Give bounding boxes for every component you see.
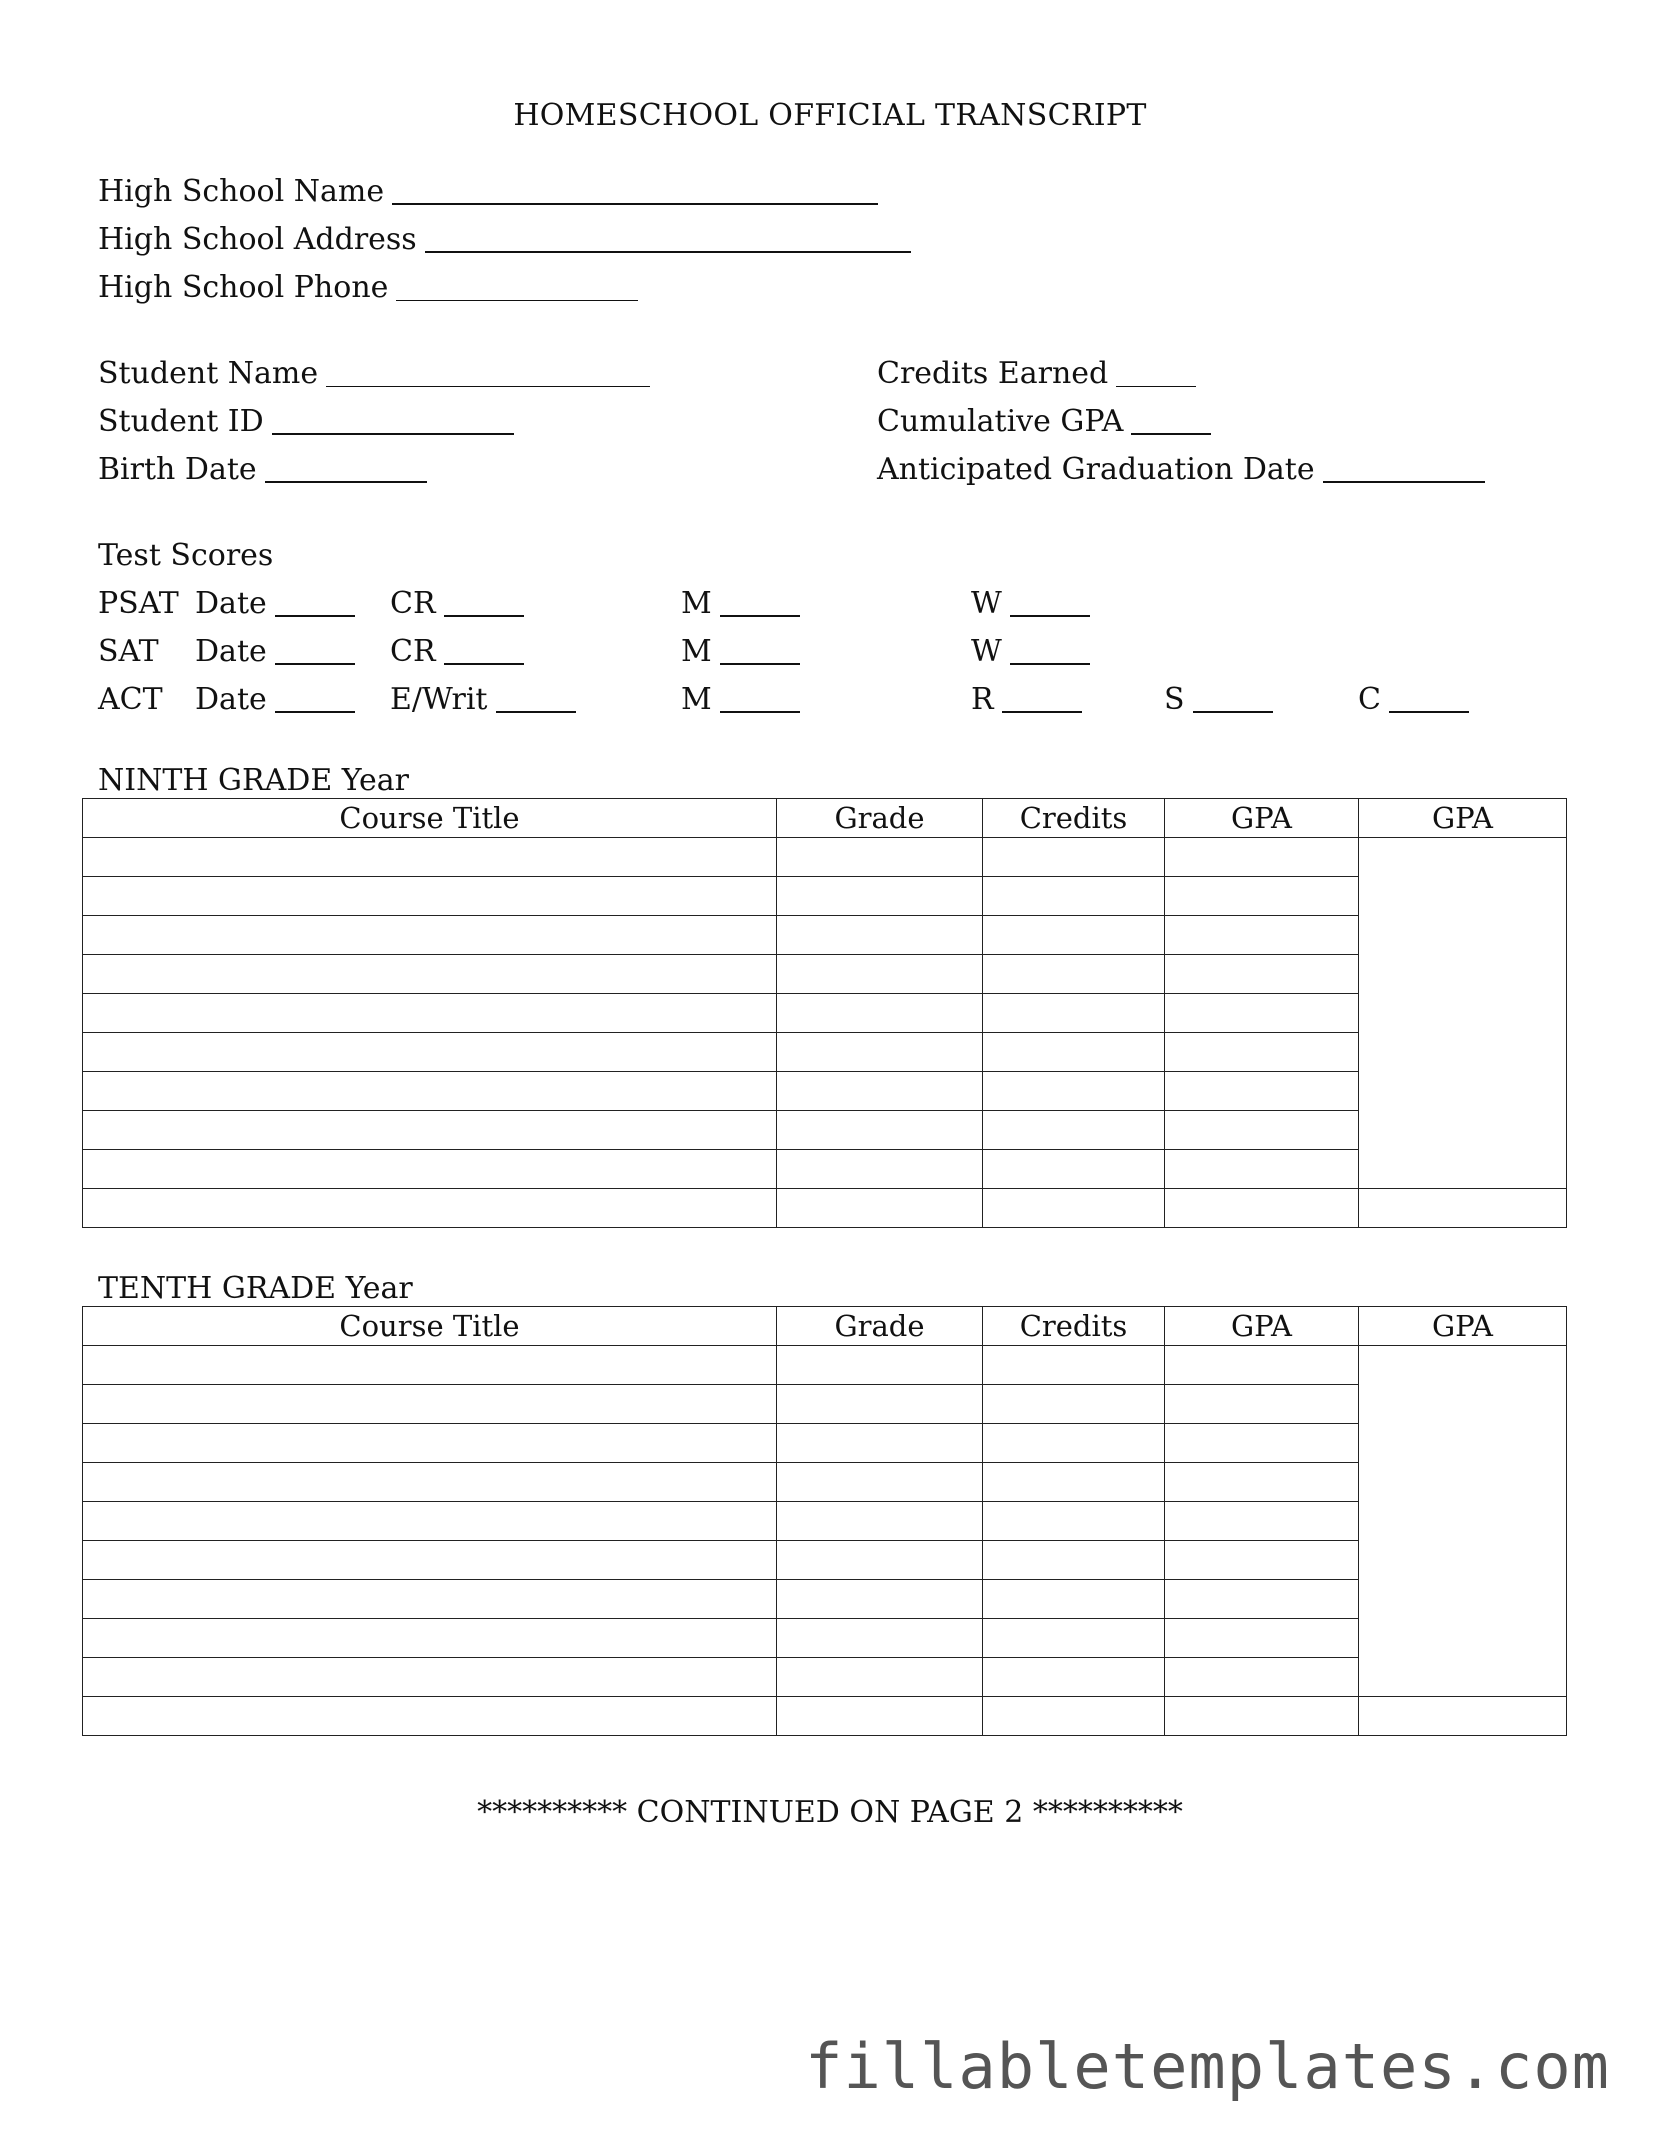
credits-earned-field	[877, 354, 1196, 394]
course-cell[interactable]	[83, 994, 777, 1033]
credits-cell[interactable]	[983, 1463, 1165, 1502]
gpa-cell[interactable]	[1165, 1346, 1359, 1385]
grade-cell[interactable]	[777, 1619, 983, 1658]
act-r-label: R	[971, 682, 994, 717]
table-row	[83, 955, 1567, 994]
act-date-label: Date	[195, 682, 267, 717]
table-row	[83, 1541, 1567, 1580]
student-name-label: Student Name	[98, 356, 319, 391]
sat-cr-label: CR	[390, 634, 436, 669]
course-cell[interactable]	[83, 1189, 777, 1228]
credits-cell[interactable]	[983, 838, 1165, 877]
table-row	[83, 838, 1567, 877]
school-address-label: High School Address	[98, 222, 417, 257]
course-cell[interactable]	[83, 1502, 777, 1541]
act-c-input[interactable]	[1389, 681, 1469, 713]
table-row	[83, 1072, 1567, 1111]
tenth-grade-table	[82, 1306, 1567, 1736]
sat-date-field	[195, 632, 355, 672]
graduation-date-field	[877, 450, 1485, 490]
student-id-input[interactable]	[272, 403, 514, 435]
grade-cell[interactable]	[777, 1541, 983, 1580]
grade-header: Grade	[777, 1307, 983, 1346]
act-r-field	[971, 680, 1082, 720]
credits-cell[interactable]	[983, 1111, 1165, 1150]
psat-m-field	[681, 584, 800, 624]
credits-cell[interactable]	[983, 1150, 1165, 1189]
school-phone-field	[98, 268, 638, 308]
act-label: ACT	[98, 682, 163, 717]
graduation-date-label: Anticipated Graduation Date	[877, 452, 1315, 487]
sat-cr-input[interactable]	[444, 633, 524, 665]
act-c-label: C	[1358, 682, 1381, 717]
course-cell[interactable]	[83, 1580, 777, 1619]
credits-cell[interactable]	[983, 1619, 1165, 1658]
course-cell[interactable]	[83, 1385, 777, 1424]
table-row	[83, 1424, 1567, 1463]
grade-cell[interactable]	[777, 1189, 983, 1228]
gpa-total-blank	[1359, 838, 1567, 1189]
table-row	[83, 1502, 1567, 1541]
student-id-label: Student ID	[98, 404, 264, 439]
course-cell[interactable]	[83, 1697, 777, 1736]
grade-cell[interactable]	[777, 1072, 983, 1111]
psat-cr-field	[390, 584, 524, 624]
act-s-field	[1164, 680, 1273, 720]
test-scores-heading: Test Scores	[98, 538, 274, 573]
psat-date-field	[195, 584, 355, 624]
school-address-input[interactable]	[425, 221, 911, 253]
credits-cell[interactable]	[983, 1502, 1165, 1541]
birth-date-field	[98, 450, 427, 490]
table-row	[83, 1150, 1567, 1189]
grade-cell[interactable]	[777, 1697, 983, 1736]
course-title-header: Course Title	[83, 799, 777, 838]
act-r-input[interactable]	[1002, 681, 1082, 713]
sat-m-input[interactable]	[720, 633, 800, 665]
grade-cell[interactable]	[777, 994, 983, 1033]
gpa-cell[interactable]	[1165, 955, 1359, 994]
sat-date-input[interactable]	[275, 633, 355, 665]
psat-label: PSAT	[98, 586, 179, 621]
act-m-field	[681, 680, 800, 720]
grade-cell[interactable]	[777, 1150, 983, 1189]
gpa-cell[interactable]	[1165, 1385, 1359, 1424]
sat-w-input[interactable]	[1010, 633, 1090, 665]
grade-cell[interactable]	[777, 1385, 983, 1424]
act-ewrit-field	[390, 680, 576, 720]
gpa-cell[interactable]	[1165, 916, 1359, 955]
course-cell[interactable]	[83, 1424, 777, 1463]
grade-cell[interactable]	[777, 1463, 983, 1502]
grade-cell[interactable]	[777, 838, 983, 877]
course-cell[interactable]	[83, 916, 777, 955]
cumulative-gpa-input[interactable]	[1131, 403, 1211, 435]
grade-cell[interactable]	[777, 1502, 983, 1541]
course-cell[interactable]	[83, 1619, 777, 1658]
credits-cell[interactable]	[983, 1033, 1165, 1072]
grade-cell[interactable]	[777, 1346, 983, 1385]
psat-w-label: W	[971, 586, 1002, 621]
gpa-cell[interactable]	[1165, 1463, 1359, 1502]
gpa-cell[interactable]	[1165, 1424, 1359, 1463]
psat-cr-label: CR	[390, 586, 436, 621]
credits-cell[interactable]	[983, 1697, 1165, 1736]
tenth-grade-heading: TENTH GRADE Year	[98, 1271, 413, 1306]
act-m-label: M	[681, 682, 712, 717]
grade-header: Grade	[777, 799, 983, 838]
student-name-input[interactable]	[326, 356, 650, 387]
sat-m-field	[681, 632, 800, 672]
course-cell[interactable]	[83, 1463, 777, 1502]
grade-cell[interactable]	[777, 1111, 983, 1150]
psat-cr-input[interactable]	[444, 585, 524, 617]
gpa-cell[interactable]	[1165, 1502, 1359, 1541]
credits-cell[interactable]	[983, 1189, 1165, 1228]
continued-notice: ********** CONTINUED ON PAGE 2 **********	[477, 1795, 1183, 1830]
gpa-cell[interactable]	[1165, 1658, 1359, 1697]
psat-m-input[interactable]	[720, 585, 800, 617]
credits-earned-label: Credits Earned	[877, 356, 1109, 391]
gpa-total-blank	[1359, 1346, 1567, 1697]
table-row	[83, 1111, 1567, 1150]
table-row	[83, 1463, 1567, 1502]
gpa-cell[interactable]	[1165, 994, 1359, 1033]
sat-date-label: Date	[195, 634, 267, 669]
grade-cell[interactable]	[777, 1424, 983, 1463]
credits-cell[interactable]	[983, 1541, 1165, 1580]
course-cell[interactable]	[83, 877, 777, 916]
cumulative-gpa-field	[877, 402, 1211, 442]
birth-date-input[interactable]	[265, 451, 427, 483]
table-row	[83, 1619, 1567, 1658]
act-c-field	[1358, 680, 1469, 720]
credits-cell[interactable]	[983, 916, 1165, 955]
table-row	[83, 1189, 1567, 1228]
ninth-grade-table	[82, 798, 1567, 1228]
table-row	[83, 1580, 1567, 1619]
gpa-total-cell[interactable]	[1359, 1189, 1567, 1228]
act-ewrit-input[interactable]	[496, 681, 576, 713]
gpa-total-header: GPA	[1359, 799, 1567, 838]
credits-header: Credits	[983, 799, 1165, 838]
psat-w-field	[971, 584, 1090, 624]
school-phone-label: High School Phone	[98, 270, 389, 305]
table-row	[83, 916, 1567, 955]
student-id-field	[98, 402, 514, 442]
cumulative-gpa-label: Cumulative GPA	[877, 404, 1124, 439]
gpa-total-header: GPA	[1359, 1307, 1567, 1346]
act-s-input[interactable]	[1193, 681, 1273, 713]
credits-cell[interactable]	[983, 1580, 1165, 1619]
school-phone-input[interactable]	[396, 270, 638, 301]
act-ewrit-label: E/Writ	[390, 682, 488, 717]
table-row	[83, 1658, 1567, 1697]
gpa-cell[interactable]	[1165, 877, 1359, 916]
act-s-label: S	[1164, 682, 1185, 717]
gpa-cell[interactable]	[1165, 1072, 1359, 1111]
credits-cell[interactable]	[983, 1658, 1165, 1697]
table-row	[83, 877, 1567, 916]
course-cell[interactable]	[83, 1150, 777, 1189]
grade-cell[interactable]	[777, 955, 983, 994]
course-cell[interactable]	[83, 1072, 777, 1111]
ninth-grade-heading: NINTH GRADE Year	[98, 763, 409, 798]
gpa-cell[interactable]	[1165, 1619, 1359, 1658]
course-cell[interactable]	[83, 1658, 777, 1697]
course-cell[interactable]	[83, 1033, 777, 1072]
sat-m-label: M	[681, 634, 712, 669]
course-title-header: Course Title	[83, 1307, 777, 1346]
psat-w-input[interactable]	[1010, 585, 1090, 617]
grade-cell[interactable]	[777, 1658, 983, 1697]
table-header-row	[83, 799, 1567, 838]
gpa-header: GPA	[1165, 1307, 1359, 1346]
gpa-cell[interactable]	[1165, 838, 1359, 877]
sat-w-label: W	[971, 634, 1002, 669]
table-row	[83, 1033, 1567, 1072]
grade-cell[interactable]	[777, 916, 983, 955]
psat-date-label: Date	[195, 586, 267, 621]
gpa-cell[interactable]	[1165, 1111, 1359, 1150]
credits-cell[interactable]	[983, 1072, 1165, 1111]
gpa-cell[interactable]	[1165, 1033, 1359, 1072]
table-row	[83, 1346, 1567, 1385]
psat-m-label: M	[681, 586, 712, 621]
grade-cell[interactable]	[777, 1580, 983, 1619]
credits-cell[interactable]	[983, 955, 1165, 994]
course-cell[interactable]	[83, 1111, 777, 1150]
table-row	[83, 994, 1567, 1033]
gpa-cell[interactable]	[1165, 1189, 1359, 1228]
grade-cell[interactable]	[777, 1033, 983, 1072]
credits-cell[interactable]	[983, 877, 1165, 916]
table-header-row	[83, 1307, 1567, 1346]
credits-earned-input[interactable]	[1116, 356, 1196, 387]
watermark: fillabletemplates.com	[805, 2030, 1610, 2103]
sat-label: SAT	[98, 634, 159, 669]
credits-cell[interactable]	[983, 1346, 1165, 1385]
grade-cell[interactable]	[777, 877, 983, 916]
table-row	[83, 1385, 1567, 1424]
table-row	[83, 1697, 1567, 1736]
student-name-field	[98, 354, 650, 394]
act-m-input[interactable]	[720, 681, 800, 713]
school-name-input[interactable]	[392, 173, 878, 205]
sat-cr-field	[390, 632, 524, 672]
school-address-field	[98, 220, 911, 260]
credits-cell[interactable]	[983, 994, 1165, 1033]
psat-date-input[interactable]	[275, 585, 355, 617]
birth-date-label: Birth Date	[98, 452, 257, 487]
course-cell[interactable]	[83, 838, 777, 877]
credits-header: Credits	[983, 1307, 1165, 1346]
school-name-field	[98, 172, 878, 212]
gpa-total-cell[interactable]	[1359, 1697, 1567, 1736]
school-name-label: High School Name	[98, 174, 385, 209]
gpa-cell[interactable]	[1165, 1580, 1359, 1619]
document-title: HOMESCHOOL OFFICIAL TRANSCRIPT	[513, 98, 1147, 133]
course-cell[interactable]	[83, 955, 777, 994]
gpa-cell[interactable]	[1165, 1541, 1359, 1580]
course-cell[interactable]	[83, 1346, 777, 1385]
credits-cell[interactable]	[983, 1385, 1165, 1424]
act-date-field	[195, 680, 355, 720]
graduation-date-input[interactable]	[1323, 451, 1485, 483]
gpa-header: GPA	[1165, 799, 1359, 838]
credits-cell[interactable]	[983, 1424, 1165, 1463]
sat-w-field	[971, 632, 1090, 672]
act-date-input[interactable]	[275, 681, 355, 713]
gpa-cell[interactable]	[1165, 1150, 1359, 1189]
gpa-cell[interactable]	[1165, 1697, 1359, 1736]
course-cell[interactable]	[83, 1541, 777, 1580]
